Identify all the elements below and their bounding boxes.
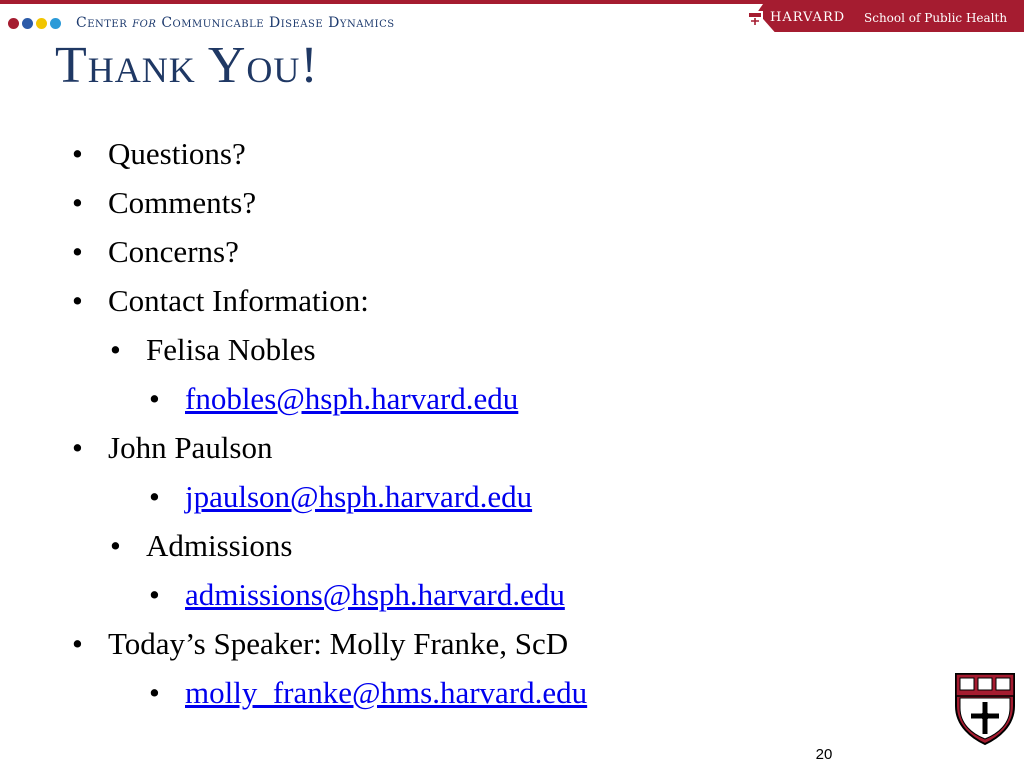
bullet-text: Contact Information: <box>108 283 369 318</box>
bullet-text: Questions? <box>108 136 246 171</box>
center-name-prefix: Center <box>76 15 128 31</box>
bullet-item <box>72 428 273 468</box>
bullet-text: Admissions <box>146 528 293 563</box>
center-name <box>76 15 395 31</box>
email-link-item <box>149 379 519 419</box>
bullet-icon: • <box>149 577 160 612</box>
email-link-item <box>149 673 588 713</box>
bullet-item <box>72 134 246 174</box>
email-link[interactable]: fnobles@hsph.harvard.edu <box>185 381 519 416</box>
light-blue-dot-icon <box>50 18 61 29</box>
bullet-icon: • <box>110 332 121 367</box>
email-link-item <box>149 477 533 517</box>
slide-title: Thank You! <box>55 37 319 94</box>
logo-dots <box>8 18 61 29</box>
bullet-icon: • <box>72 430 83 465</box>
bullet-item <box>72 183 257 223</box>
email-link[interactable]: molly_franke@hms.harvard.edu <box>185 675 588 710</box>
bullet-text: John Paulson <box>108 430 273 465</box>
harvard-wordmark: HARVARD <box>770 10 846 25</box>
header-bar <box>0 0 1024 34</box>
red-dot-icon <box>8 18 19 29</box>
bullet-item <box>110 330 316 370</box>
bullet-icon: • <box>110 528 121 563</box>
bullet-item <box>72 232 239 272</box>
harvard-shield-icon <box>954 672 1016 746</box>
bullet-text: Comments? <box>108 185 257 220</box>
page-number: 20 <box>815 746 833 763</box>
yellow-dot-icon <box>36 18 47 29</box>
bullet-item <box>72 624 569 664</box>
bullet-text: Today’s Speaker: Molly Franke, ScD <box>108 626 569 661</box>
bullet-icon: • <box>72 234 83 269</box>
harvard-crest-icon <box>746 10 764 28</box>
email-link[interactable]: jpaulson@hsph.harvard.edu <box>185 479 533 514</box>
email-link[interactable]: admissions@hsph.harvard.edu <box>185 577 565 612</box>
center-name-suffix: Communicable Disease Dynamics <box>161 15 395 31</box>
bullet-icon: • <box>72 283 83 318</box>
center-name-for: for <box>132 15 157 31</box>
bullet-text: Felisa Nobles <box>146 332 316 367</box>
email-link-item <box>149 575 565 615</box>
bullet-item <box>110 526 293 566</box>
bullet-icon: • <box>149 381 160 416</box>
school-name: School of Public Health <box>864 11 1008 25</box>
bullet-icon: • <box>72 626 83 661</box>
bullet-text: Concerns? <box>108 234 239 269</box>
bullet-icon: • <box>149 675 160 710</box>
bullet-icon: • <box>149 479 160 514</box>
blue-dot-icon <box>22 18 33 29</box>
bullet-item <box>72 281 369 321</box>
bullet-icon: • <box>72 185 83 220</box>
bullet-icon: • <box>72 136 83 171</box>
